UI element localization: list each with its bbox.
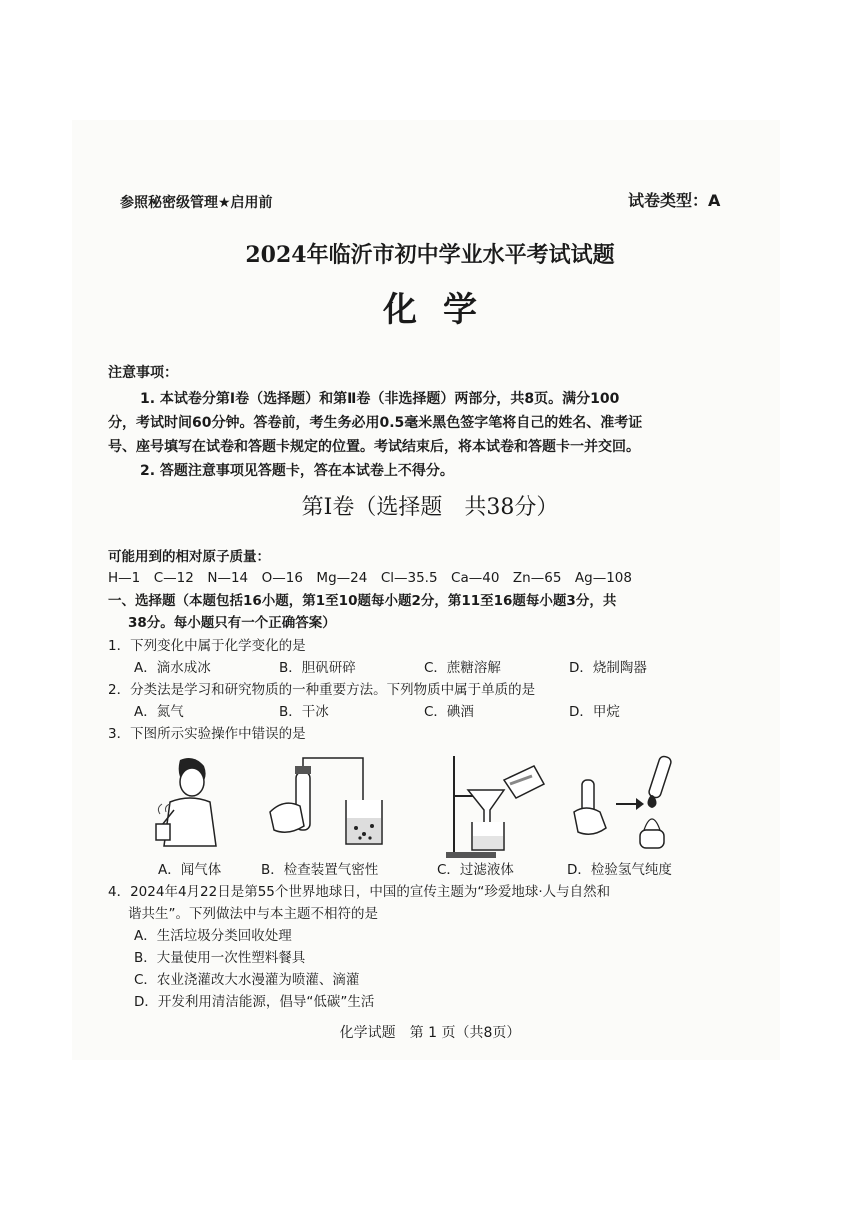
q4-option-b: B．大量使用一次性塑料餐具 bbox=[134, 950, 306, 966]
q2-option-a: A．氮气 bbox=[134, 704, 184, 720]
question-4-stem: 4．2024年4月22日是第55个世界地球日，中国的宣传主题为“珍爱地球·人与自然和 bbox=[108, 884, 611, 900]
atomic-mass-label: 可能用到的相对原子质量： bbox=[108, 549, 270, 565]
q3-option-a: A．闻气体 bbox=[158, 862, 222, 878]
q4-option-d: D．开发利用清洁能源，倡导“低碳”生活 bbox=[134, 994, 375, 1010]
subject-title: 化学 bbox=[383, 290, 503, 330]
q4-option-c: C．农业浇灌改大水漫灌为喷灌、滴灌 bbox=[134, 972, 360, 988]
q1-option-a: A．滴水成冰 bbox=[134, 660, 211, 676]
question-4-stem-cont: 谐共生”。下列做法中与本主题不相符的是 bbox=[128, 906, 378, 922]
exam-title: 2024年临沂市初中学业水平考试试题 bbox=[245, 242, 615, 268]
question-2-stem: 2．分类法是学习和研究物质的一种重要方法。下列物质中属于单质的是 bbox=[108, 682, 536, 698]
q1-option-b: B．胆矾研碎 bbox=[279, 660, 356, 676]
airtightness-check-illustration bbox=[268, 752, 388, 852]
notice-heading: 注意事项： bbox=[108, 365, 178, 381]
atomic-mass-values: H—1 C—12 N—14 O—16 Mg—24 Cl—35.5 Ca—40 Zn—65 Ag—108 bbox=[108, 570, 632, 586]
notice-line-4: 2. 答题注意事项见答题卡，答在本试卷上不得分。 bbox=[140, 463, 454, 479]
q3-option-b: B．检查装置气密性 bbox=[261, 862, 379, 878]
q2-option-d: D．甲烷 bbox=[569, 704, 620, 720]
q3-option-d: D．检验氢气纯度 bbox=[567, 862, 672, 878]
hydrogen-purity-illustration bbox=[572, 752, 692, 852]
q1-option-d: D．烧制陶器 bbox=[569, 660, 647, 676]
part-one-heading-cont: 38分。每小题只有一个正确答案） bbox=[128, 615, 336, 631]
question-2-options bbox=[134, 700, 714, 720]
notice-line-2: 分，考试时间60分钟。答卷前，考生务必用0.5毫米黑色签字笔将自己的姓名、准考证 bbox=[108, 415, 643, 431]
notice-line-1: 1. 本试卷分第Ⅰ卷（选择题）和第Ⅱ卷（非选择题）两部分，共8页。满分100 bbox=[140, 391, 620, 407]
filtration-illustration bbox=[440, 752, 550, 862]
part-one-heading: 一、选择题（本题包括16小题，第1至10题每小题2分，第11至16题每小题3分，共 bbox=[108, 593, 617, 609]
q2-option-b: B．干冰 bbox=[279, 704, 329, 720]
question-1-options bbox=[134, 656, 714, 676]
question-1-stem: 1．下列变化中属于化学变化的是 bbox=[108, 638, 306, 654]
notice-line-3: 号、座号填写在试卷和答题卡规定的位置。考试结束后，将本试卷和答题卡一并交回。 bbox=[108, 439, 640, 455]
q2-option-c: C．碘酒 bbox=[424, 704, 474, 720]
question-3-stem: 3．下图所示实验操作中错误的是 bbox=[108, 726, 306, 742]
smell-gas-illustration bbox=[140, 752, 240, 852]
q4-option-a: A．生活垃圾分类回收处理 bbox=[134, 928, 292, 944]
page-footer: 化学试题 第 1 页（共8页） bbox=[339, 1025, 521, 1041]
section-title: 第Ⅰ卷（选择题 共38分） bbox=[301, 495, 559, 520]
q3-option-c: C．过滤液体 bbox=[437, 862, 514, 878]
paper-type-label: 试卷类型：A bbox=[628, 191, 721, 210]
q1-option-c: C．蔗糖溶解 bbox=[424, 660, 501, 676]
confidential-label: 参照秘密级管理★启用前 bbox=[120, 195, 273, 211]
question-3-options bbox=[158, 858, 707, 878]
